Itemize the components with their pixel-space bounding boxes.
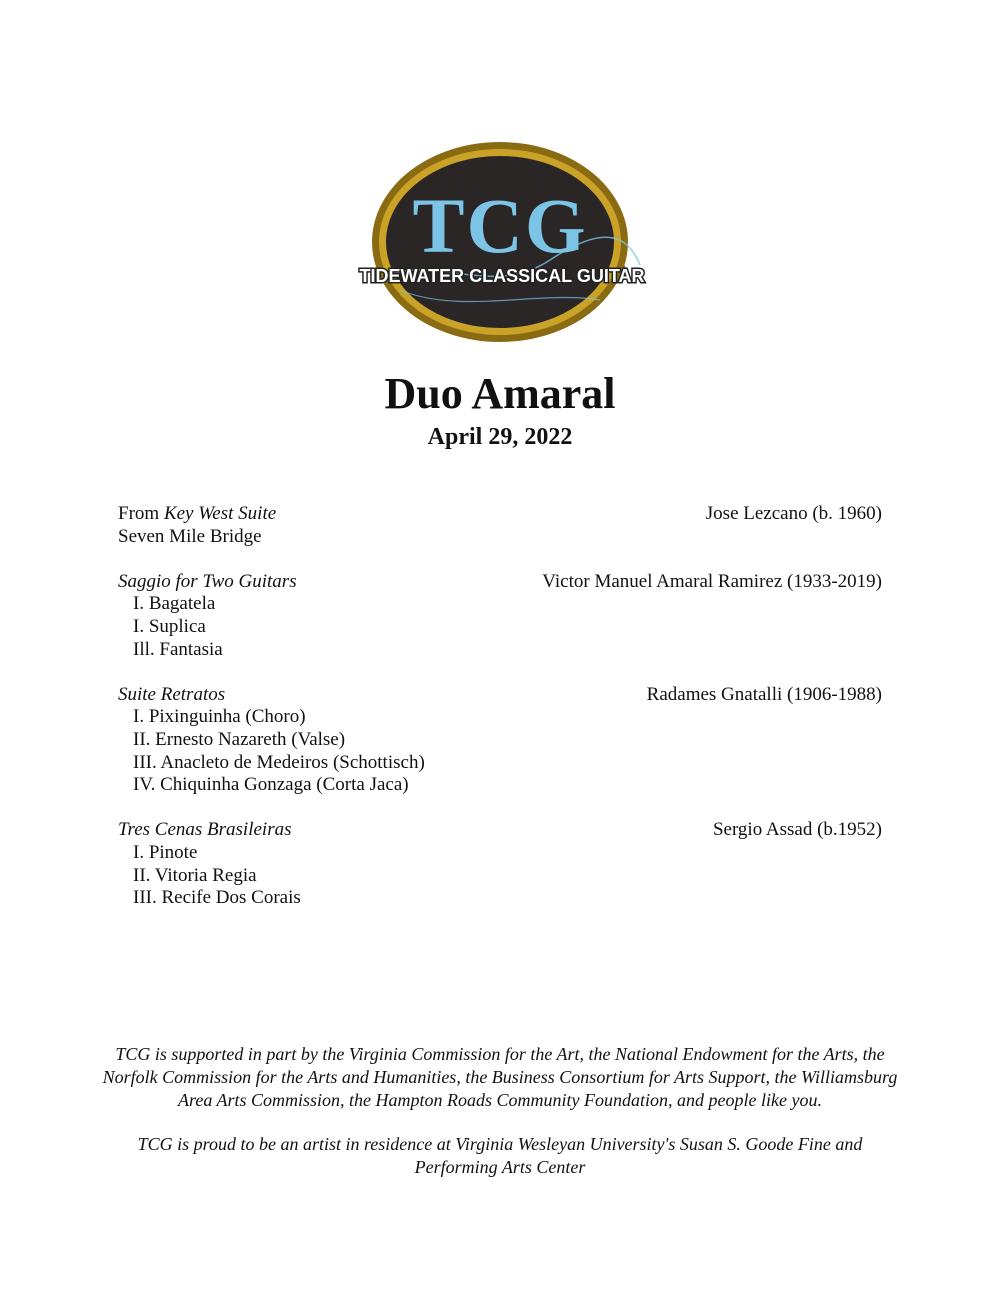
piece-title — [118, 684, 225, 707]
movement: I. Suplica — [133, 615, 206, 637]
logo-banner-text: TIDEWATER CLASSICAL GUITAR — [359, 266, 645, 286]
piece-title — [118, 819, 292, 842]
program-piece — [118, 503, 882, 548]
work-title: Saggio for Two Guitars — [118, 570, 297, 592]
program-piece — [118, 571, 882, 661]
tcg-logo-graphic — [340, 140, 660, 345]
support-statement: TCG is supported in part by the Virginia Commission for the Art, the National Endowment for the Arts, the Norfolk Commission for the Arts and Humanities, the Business Consortium for Arts Support, the Williamsburg Area Arts Commission, the Hampton Roads Community Foundation, and people like you. — [102, 1044, 898, 1110]
movement: Seven Mile Bridge — [118, 525, 262, 547]
piece-title — [118, 503, 276, 526]
composer: Radames Gnatalli (1906-1988) — [646, 683, 882, 705]
logo-monogram: TCG — [412, 182, 588, 269]
concert-date: April 29, 2022 — [427, 424, 573, 450]
movement: III. Recife Dos Corais — [133, 887, 301, 909]
movement: I. Pixinguinha (Choro) — [133, 706, 306, 728]
work-title: Suite Retratos — [118, 683, 226, 705]
composer: Victor Manuel Amaral Ramirez (1933-2019) — [542, 570, 882, 592]
movement: IV. Chiquinha Gonzaga (Corta Jaca) — [133, 774, 409, 796]
residence-statement: TCG is proud to be an artist in residence at Virginia Wesleyan University's Susan S. Goode Fine and Performing Arts Center — [137, 1134, 863, 1177]
composer: Sergio Assad (b.1952) — [712, 819, 882, 841]
program-piece — [118, 819, 882, 909]
composer: Jose Lezcano (b. 1960) — [705, 503, 882, 524]
movement: Ill. Fantasia — [133, 638, 223, 660]
movement: I. Bagatela — [133, 593, 216, 615]
movement: III. Anacleto de Medeiros (Schottisch) — [133, 751, 425, 773]
tcg-logo — [340, 140, 660, 345]
movement: I. Pinote — [133, 841, 198, 863]
movement: II. Vitoria Regia — [133, 864, 257, 886]
title-prefix: From — [118, 503, 164, 524]
footer — [100, 1043, 900, 1200]
page-title: Duo Amaral — [384, 369, 616, 418]
work-title: Tres Cenas Brasileiras — [118, 819, 292, 841]
piece-heading — [118, 684, 882, 707]
piece-title — [118, 571, 297, 594]
piece-heading — [118, 819, 882, 842]
piece-heading — [118, 503, 882, 526]
movement: II. Ernesto Nazareth (Valse) — [133, 728, 346, 750]
program-piece — [118, 684, 882, 797]
piece-heading — [118, 571, 882, 594]
program-list — [118, 503, 882, 932]
work-title: Key West Suite — [163, 503, 277, 524]
